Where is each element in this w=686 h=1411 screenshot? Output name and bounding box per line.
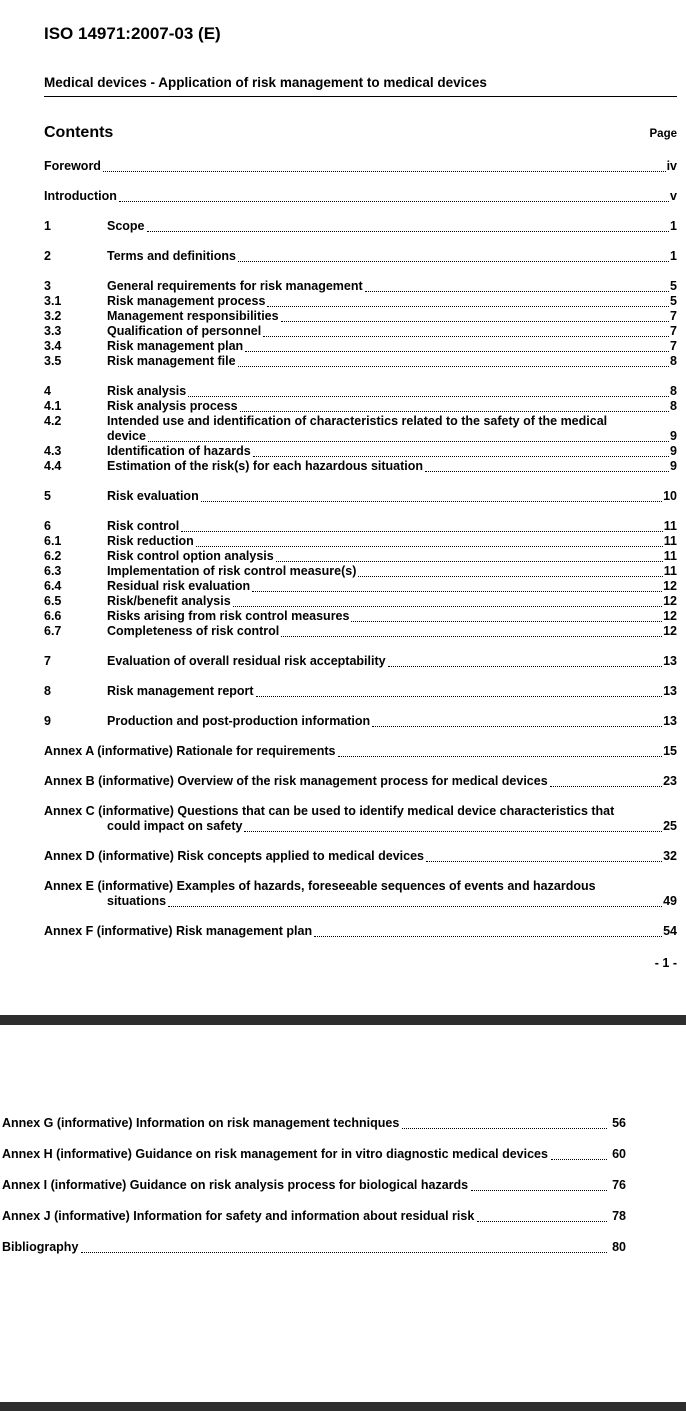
- toc-entry-title: Risk evaluation: [107, 489, 199, 503]
- toc-entry: [44, 189, 677, 204]
- toc-entry: [44, 849, 677, 864]
- toc-entry-number: 3.3: [44, 324, 62, 338]
- toc-entry: [2, 1116, 626, 1131]
- toc-entry-title: Identification of hazards: [107, 444, 251, 458]
- toc-entry-page: 11: [663, 564, 677, 578]
- dot-leader: [256, 696, 663, 697]
- toc-entry: [44, 594, 677, 609]
- toc-entry-title: Risk control option analysis: [107, 549, 274, 563]
- toc-entry-page: 56: [612, 1116, 626, 1130]
- toc-entry-title: Annex J (informative) Information for safety and information about residual risk: [2, 1209, 475, 1223]
- dot-leader: [244, 831, 662, 832]
- toc-entry-number: 6.3: [44, 564, 62, 578]
- toc-entry-page: 8: [670, 354, 677, 368]
- toc-entry-number: 3: [44, 279, 51, 293]
- toc-entry-page: 11: [663, 519, 677, 533]
- dot-leader: [267, 306, 669, 307]
- toc-entry-number: 3.2: [44, 309, 62, 323]
- dot-leader: [550, 786, 662, 787]
- toc-entry-page: 5: [670, 279, 677, 293]
- dot-leader: [471, 1190, 607, 1191]
- toc-entry: [44, 459, 677, 474]
- toc-entry-page: 15: [663, 744, 677, 758]
- toc-entry-title: Annex E (informative) Examples of hazards, foreseeable sequences of events and hazardous: [44, 879, 596, 893]
- toc-entry: [44, 624, 677, 639]
- toc-entry-title: Annex A (informative) Rationale for requirements: [44, 744, 336, 758]
- toc-entry-page: 9: [670, 429, 677, 443]
- dot-leader: [238, 261, 669, 262]
- toc-entry-title: Residual risk evaluation: [107, 579, 251, 593]
- toc-entry-number: 6.4: [44, 579, 62, 593]
- toc-entry-page: 8: [670, 384, 677, 398]
- toc-entry: [2, 1240, 626, 1255]
- toc-entry-title: Management responsibilities: [107, 309, 279, 323]
- bottom-page-divider-bar: [0, 1402, 686, 1411]
- toc-list-page1: [44, 159, 677, 939]
- toc-entry-title: Completeness of risk control: [107, 624, 280, 638]
- toc-entry-title: Risk reduction: [107, 534, 194, 548]
- toc-entry: [44, 534, 677, 549]
- toc-entry: [44, 774, 677, 789]
- toc-entry-page: 12: [663, 579, 677, 593]
- dot-leader: [263, 336, 669, 337]
- dot-leader: [372, 726, 662, 727]
- toc-entry-title: Risk management process: [107, 294, 266, 308]
- toc-entry: [44, 579, 677, 594]
- toc-entry-number: 5: [44, 489, 51, 503]
- toc-entry-page: 23: [663, 774, 677, 788]
- toc-entry-number: 4: [44, 384, 51, 398]
- toc-entry-page: 13: [663, 654, 677, 668]
- dot-leader: [181, 531, 663, 532]
- toc-entry: [44, 414, 677, 444]
- contents-heading: Contents: [44, 124, 114, 141]
- toc-entry-number: 2: [44, 249, 51, 263]
- dot-leader: [147, 231, 670, 232]
- toc-entry-title: Production and post-production information: [107, 714, 371, 728]
- dot-leader: [233, 606, 662, 607]
- document-title: Medical devices - Application of risk management to medical devices: [44, 75, 677, 97]
- page-divider-bar: [0, 1015, 686, 1025]
- dot-leader: [238, 366, 670, 367]
- toc-entry-title: Risk management file: [107, 354, 236, 368]
- toc-entry-number: 9: [44, 714, 51, 728]
- toc-entry-title: Intended use and identification of characteristics related to the safety of the medical: [107, 414, 608, 428]
- toc-entry-page: 32: [663, 849, 677, 863]
- toc-entry: [44, 519, 677, 534]
- toc-entry-title: Qualification of personnel: [107, 324, 262, 338]
- toc-entry-page: 10: [663, 489, 677, 503]
- toc-entry: [44, 249, 677, 264]
- toc-entry: [44, 804, 677, 834]
- dot-leader: [252, 591, 662, 592]
- toc-entry-title: General requirements for risk management: [107, 279, 363, 293]
- toc-entry-title: Annex D (informative) Risk concepts applied to medical devices: [44, 849, 424, 863]
- toc-entry-title: Annex C (informative) Questions that can be used to identify medical device characteristics that: [44, 804, 615, 818]
- toc-entry-title: Annex B (informative) Overview of the risk management process for medical devices: [44, 774, 548, 788]
- toc-entry-title: device: [107, 429, 146, 443]
- dot-leader: [281, 321, 669, 322]
- dot-leader: [425, 471, 669, 472]
- dot-leader: [388, 666, 663, 667]
- toc-entry: [2, 1147, 626, 1162]
- dot-leader: [276, 561, 663, 562]
- toc-entry-title: Implementation of risk control measure(s): [107, 564, 357, 578]
- dot-leader: [358, 576, 662, 577]
- toc-entry: [44, 279, 677, 294]
- toc-entry-page: 13: [663, 684, 677, 698]
- toc-entry-number: 3.5: [44, 354, 62, 368]
- dot-leader: [351, 621, 662, 622]
- toc-entry-title: Annex I (informative) Guidance on risk analysis process for biological hazards: [2, 1178, 469, 1192]
- dot-leader: [338, 756, 663, 757]
- toc-entry-title: Risk analysis: [107, 384, 187, 398]
- dot-leader: [314, 936, 662, 937]
- toc-entry: [44, 399, 677, 414]
- dot-leader: [81, 1252, 607, 1253]
- toc-entry: [44, 684, 677, 699]
- toc-entry-page: 12: [663, 624, 677, 638]
- toc-entry: [44, 324, 677, 339]
- toc-entry-title: Risk management plan: [107, 339, 244, 353]
- toc-entry-title: Foreword: [44, 159, 101, 173]
- toc-entry-page: 80: [612, 1240, 626, 1254]
- toc-entry-title: Terms and definitions: [107, 249, 236, 263]
- page-number-footer: - 1 -: [654, 956, 677, 970]
- toc-entry-title: Estimation of the risk(s) for each hazardous situation: [107, 459, 424, 473]
- toc-entry-title: Scope: [107, 219, 145, 233]
- toc-entry: [44, 444, 677, 459]
- toc-entry: [44, 609, 677, 624]
- dot-leader: [281, 636, 662, 637]
- dot-leader: [426, 861, 662, 862]
- toc-entry: [44, 489, 677, 504]
- toc-entry: [2, 1178, 626, 1193]
- toc-entry-title: Introduction: [44, 189, 117, 203]
- dot-leader: [551, 1159, 607, 1160]
- page-2: [0, 1025, 686, 1255]
- toc-entry-page: 76: [612, 1178, 626, 1192]
- toc-entry-title: Evaluation of overall residual risk acceptability: [107, 654, 386, 668]
- toc-entry-number: 4.3: [44, 444, 62, 458]
- toc-entry-page: 9: [670, 459, 677, 473]
- toc-entry-number: 4.4: [44, 459, 62, 473]
- toc-entry-title: Risks arising from risk control measures: [107, 609, 350, 623]
- dot-leader: [201, 501, 662, 502]
- toc-entry-number: 8: [44, 684, 51, 698]
- toc-entry: [44, 879, 677, 909]
- toc-entry-page: 7: [670, 339, 677, 353]
- toc-entry: [44, 384, 677, 399]
- dot-leader: [188, 396, 669, 397]
- dot-leader: [196, 546, 663, 547]
- toc-entry: [44, 294, 677, 309]
- toc-entry-page: 11: [663, 534, 677, 548]
- toc-entry-page: 78: [612, 1209, 626, 1223]
- toc-entry: [2, 1209, 626, 1224]
- toc-entry-number: 4.1: [44, 399, 62, 413]
- toc-entry-title: situations: [107, 894, 167, 908]
- toc-entry-title: Bibliography: [2, 1240, 79, 1254]
- toc-entry-page: 8: [670, 399, 677, 413]
- dot-leader: [119, 201, 669, 202]
- toc-entry-page: 1: [670, 219, 677, 233]
- toc-entry-number: 6.1: [44, 534, 62, 548]
- toc-entry-title: Annex G (informative) Information on risk management techniques: [2, 1116, 400, 1130]
- toc-entry-page: 13: [663, 714, 677, 728]
- toc-entry-number: 3.1: [44, 294, 62, 308]
- toc-entry-number: 6: [44, 519, 51, 533]
- toc-entry-page: 12: [663, 594, 677, 608]
- toc-entry-title: Risk management report: [107, 684, 254, 698]
- toc-entry: [44, 714, 677, 729]
- toc-entry-number: 6.2: [44, 549, 62, 563]
- dot-leader: [240, 411, 669, 412]
- toc-entry-title: could impact on safety: [107, 819, 243, 833]
- toc-entry-page: 9: [670, 444, 677, 458]
- toc-entry-title: Risk control: [107, 519, 180, 533]
- toc-entry: [44, 549, 677, 564]
- toc-entry-number: 3.4: [44, 339, 62, 353]
- toc-entry-title: Risk analysis process: [107, 399, 238, 413]
- toc-entry: [44, 354, 677, 369]
- toc-entry: [44, 309, 677, 324]
- dot-leader: [148, 441, 669, 442]
- toc-entry-page: 5: [670, 294, 677, 308]
- toc-entry-number: 4.2: [44, 414, 62, 428]
- dot-leader: [168, 906, 662, 907]
- toc-entry: [44, 744, 677, 759]
- toc-entry-page: 49: [663, 894, 677, 908]
- toc-entry-title: Annex F (informative) Risk management plan: [44, 924, 313, 938]
- dot-leader: [365, 291, 669, 292]
- toc-entry: [44, 159, 677, 174]
- toc-entry: [44, 654, 677, 669]
- toc-entry-page: 1: [670, 249, 677, 263]
- toc-entry-page: 11: [663, 549, 677, 563]
- dot-leader: [253, 456, 669, 457]
- toc-entry: [44, 219, 677, 234]
- toc-entry-page: 7: [670, 324, 677, 338]
- toc-entry-page: 25: [663, 819, 677, 833]
- dot-leader: [245, 351, 669, 352]
- dot-leader: [103, 171, 666, 172]
- toc-entry-page: 60: [612, 1147, 626, 1161]
- toc-entry-number: 6.6: [44, 609, 62, 623]
- toc-entry: [44, 564, 677, 579]
- page-column-label: Page: [649, 128, 677, 140]
- dot-leader: [477, 1221, 607, 1222]
- contents-header-row: [44, 124, 677, 142]
- toc-entry-page: 54: [663, 924, 677, 938]
- toc-entry-number: 7: [44, 654, 51, 668]
- dot-leader: [402, 1128, 607, 1129]
- toc-entry: [44, 924, 677, 939]
- toc-entry-page: iv: [666, 159, 677, 173]
- toc-entry-title: Annex H (informative) Guidance on risk management for in vitro diagnostic medical devices: [2, 1147, 548, 1161]
- toc-entry-number: 1: [44, 219, 51, 233]
- toc-entry-number: 6.5: [44, 594, 62, 608]
- toc-entry-page: 12: [663, 609, 677, 623]
- toc-entry-page: v: [670, 189, 677, 203]
- toc-entry-title: Risk/benefit analysis: [107, 594, 231, 608]
- toc-entry-page: 7: [670, 309, 677, 323]
- toc-entry: [44, 339, 677, 354]
- toc-list-page2: [2, 1116, 626, 1255]
- toc-entry-number: 6.7: [44, 624, 62, 638]
- document-code: ISO 14971:2007-03 (E): [44, 24, 221, 43]
